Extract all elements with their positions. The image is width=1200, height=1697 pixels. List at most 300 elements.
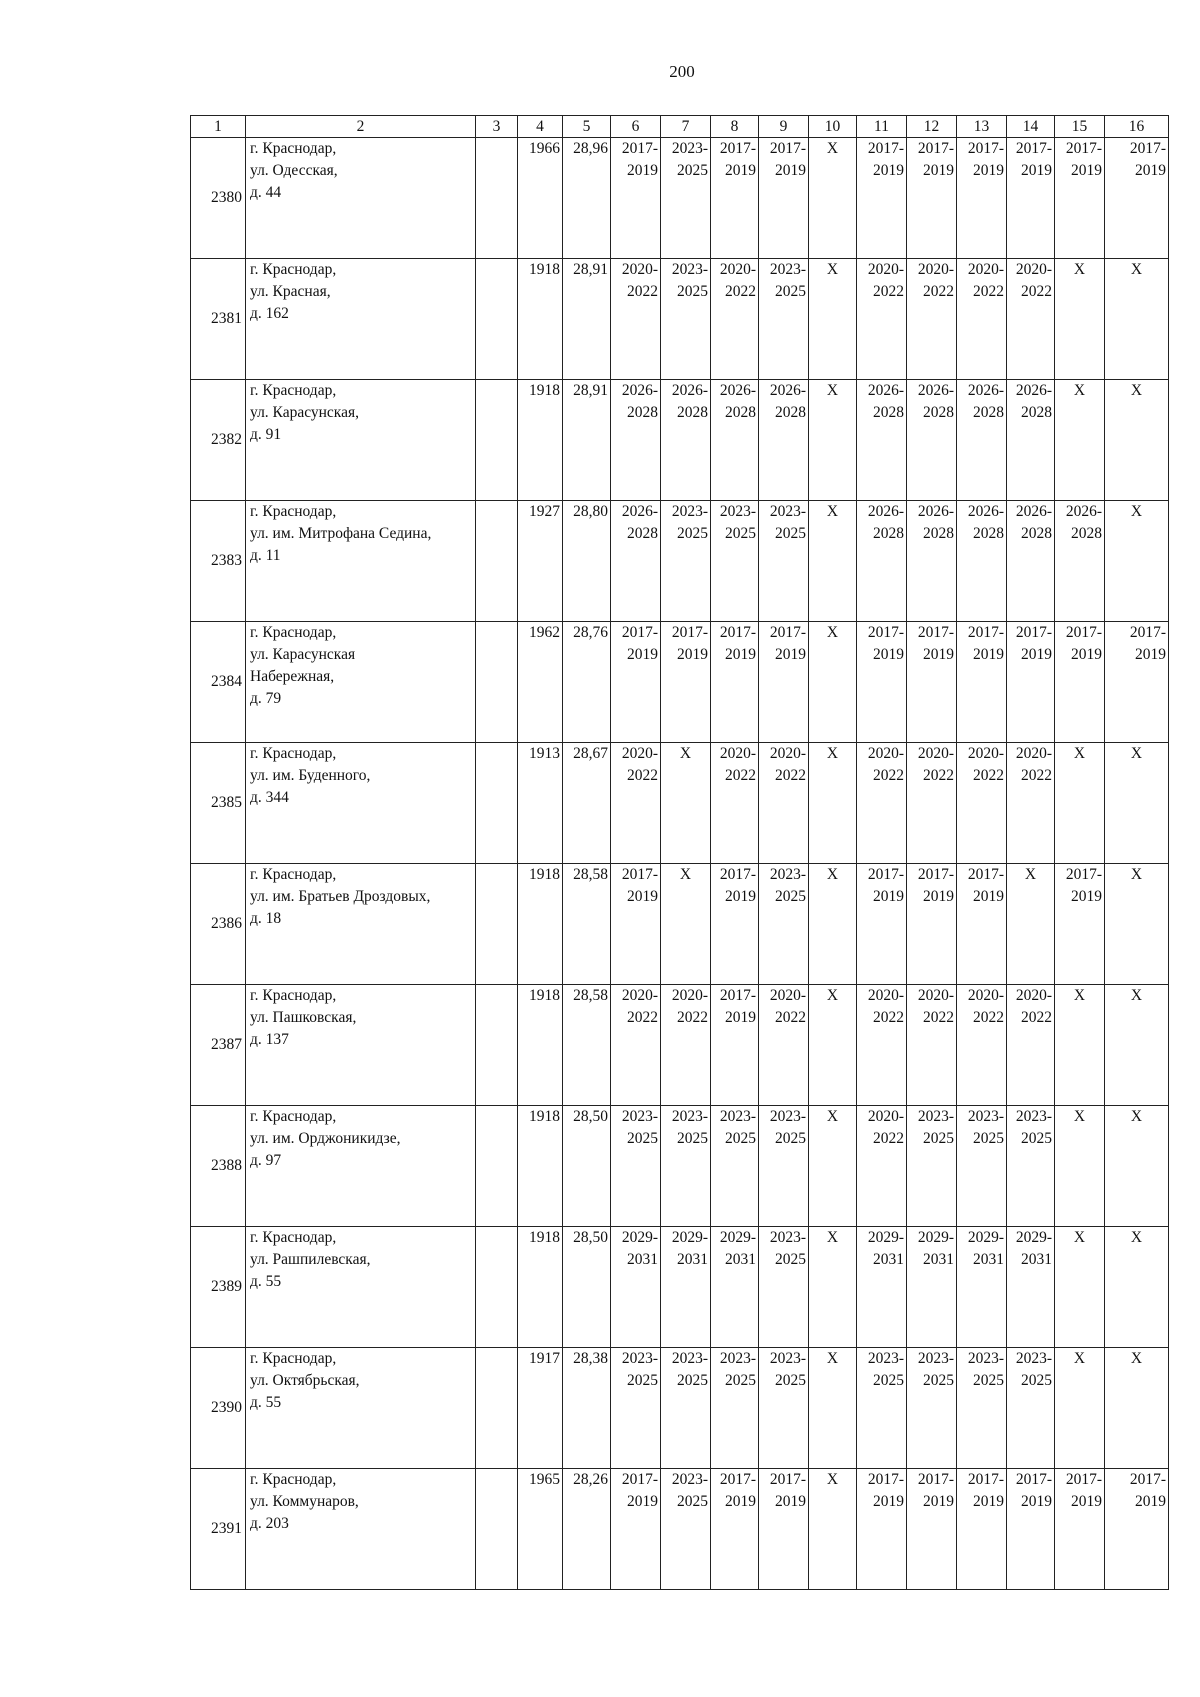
period-cell: X (809, 743, 857, 864)
address-line: ул. им. Братьев Дроздовых, (250, 888, 431, 905)
period-value: 2026- 2028 (1065, 503, 1102, 542)
period-cell (957, 864, 1007, 985)
period-cell: X (1105, 259, 1169, 380)
row-number-cell: 2382 (191, 380, 246, 501)
period-cell (661, 622, 711, 743)
period-cell (857, 259, 907, 380)
year-cell: 1918 (518, 259, 563, 380)
period-value: 2020- 2022 (769, 745, 806, 784)
period-cell (611, 985, 661, 1106)
period-cell (1055, 138, 1105, 259)
period-value: 2017- 2019 (621, 1471, 658, 1510)
empty-cell (476, 380, 518, 501)
period-cell (711, 1469, 759, 1590)
row-number-cell: 2391 (191, 1469, 246, 1590)
address-line: д. 11 (250, 547, 281, 564)
period-value: 2017- 2019 (769, 1471, 806, 1510)
period-cell (1007, 743, 1055, 864)
period-cell: X (809, 1106, 857, 1227)
period-value: 2020- 2022 (967, 745, 1004, 784)
period-cell (661, 1469, 711, 1590)
period-value: 2020- 2022 (621, 745, 658, 784)
period-cell: X (1055, 1227, 1105, 1348)
period-cell (759, 1469, 809, 1590)
row-number-cell: 2388 (191, 1106, 246, 1227)
period-value: 2020- 2022 (621, 261, 658, 300)
period-value: 2026- 2028 (867, 382, 904, 421)
period-value: 2020- 2022 (867, 745, 904, 784)
period-cell (711, 138, 759, 259)
period-value: 2017- 2019 (1065, 140, 1102, 179)
period-cell (957, 1227, 1007, 1348)
period-cell: X (809, 138, 857, 259)
period-cell (957, 138, 1007, 259)
address-line: д. 162 (250, 305, 289, 322)
period-cell: X (1105, 501, 1169, 622)
period-cell (1055, 622, 1105, 743)
table-row (191, 1469, 1169, 1590)
period-cell (957, 1469, 1007, 1590)
period-value: 2023- 2025 (671, 1471, 708, 1510)
period-value: 2026- 2028 (1015, 503, 1052, 542)
period-value: 2020- 2022 (1015, 987, 1052, 1026)
address-line: г. Краснодар, (250, 866, 337, 883)
value-cell: 28,58 (563, 985, 611, 1106)
period-value: 2023- 2025 (917, 1350, 954, 1389)
address-line: ул. Карасунская, (250, 404, 359, 421)
period-cell (711, 1348, 759, 1469)
period-cell: X (661, 864, 711, 985)
period-cell (857, 501, 907, 622)
period-cell (711, 985, 759, 1106)
period-value: 2023- 2025 (967, 1350, 1004, 1389)
period-cell (1055, 1469, 1105, 1590)
row-number-cell: 2380 (191, 138, 246, 259)
period-value: 2023- 2025 (671, 1108, 708, 1147)
empty-cell (476, 1469, 518, 1590)
address-cell (246, 259, 476, 380)
period-value: 2017- 2019 (621, 866, 658, 905)
period-cell (907, 864, 957, 985)
value-cell: 28,26 (563, 1469, 611, 1590)
address-line: г. Краснодар, (250, 503, 337, 520)
period-cell (907, 138, 957, 259)
period-value: 2017- 2019 (1015, 1471, 1052, 1510)
period-value: 2020- 2022 (867, 1108, 904, 1147)
address-cell (246, 743, 476, 864)
period-cell (857, 864, 907, 985)
empty-cell (476, 1106, 518, 1227)
period-cell (857, 1106, 907, 1227)
period-cell (711, 1227, 759, 1348)
period-value: 2017- 2019 (967, 624, 1004, 663)
period-value: 2023- 2025 (671, 261, 708, 300)
period-cell: X (1055, 985, 1105, 1106)
period-value: 2023- 2025 (671, 503, 708, 542)
row-number-cell: 2386 (191, 864, 246, 985)
period-value: 2023- 2025 (621, 1350, 658, 1389)
period-value: 2029- 2031 (1015, 1229, 1052, 1268)
period-cell (1007, 622, 1055, 743)
period-cell: X (1007, 864, 1055, 985)
period-value: 2020- 2022 (719, 745, 756, 784)
year-cell: 1927 (518, 501, 563, 622)
period-cell (857, 1348, 907, 1469)
empty-cell (476, 864, 518, 985)
table-row (191, 1106, 1169, 1227)
period-cell (957, 1348, 1007, 1469)
value-cell: 28,67 (563, 743, 611, 864)
period-cell: X (1105, 743, 1169, 864)
period-value: 2017- 2019 (1129, 140, 1166, 179)
address-line: д. 55 (250, 1394, 282, 1411)
period-value: 2023- 2025 (671, 140, 708, 179)
row-number-cell: 2389 (191, 1227, 246, 1348)
period-value: 2023- 2025 (917, 1108, 954, 1147)
period-value: 2017- 2019 (1065, 624, 1102, 663)
period-cell: X (809, 259, 857, 380)
address-line: ул. им. Митрофана Седина, (250, 525, 432, 542)
period-cell (611, 501, 661, 622)
address-line: д. 91 (250, 426, 282, 443)
period-cell (1105, 138, 1169, 259)
period-value: 2020- 2022 (1015, 745, 1052, 784)
period-cell: X (809, 1227, 857, 1348)
period-cell (957, 743, 1007, 864)
period-cell (711, 380, 759, 501)
empty-cell (476, 501, 518, 622)
period-value: 2029- 2031 (867, 1229, 904, 1268)
address-line: Набережная, (250, 668, 335, 685)
period-value: 2020- 2022 (621, 987, 658, 1026)
row-number-cell: 2385 (191, 743, 246, 864)
period-cell (759, 743, 809, 864)
period-value: 2017- 2019 (917, 1471, 954, 1510)
period-cell: X (809, 985, 857, 1106)
period-cell (1007, 138, 1055, 259)
address-line: ул. Коммунаров, (250, 1493, 359, 1510)
period-value: 2020- 2022 (917, 261, 954, 300)
period-cell (759, 501, 809, 622)
period-cell (759, 622, 809, 743)
period-cell (907, 501, 957, 622)
period-value: 2023- 2025 (1015, 1108, 1052, 1147)
table-row (191, 380, 1169, 501)
period-cell (611, 1469, 661, 1590)
table-row (191, 622, 1169, 743)
column-header: 3 (476, 116, 518, 138)
year-cell: 1965 (518, 1469, 563, 1590)
period-value: 2017- 2019 (1065, 1471, 1102, 1510)
period-value: 2026- 2028 (917, 503, 954, 542)
table-row (191, 259, 1169, 380)
column-header: 13 (957, 116, 1007, 138)
period-value: 2023- 2025 (769, 261, 806, 300)
period-cell (1007, 380, 1055, 501)
period-cell (661, 1106, 711, 1227)
period-cell (857, 138, 907, 259)
period-cell (907, 1106, 957, 1227)
period-value: 2017- 2019 (719, 624, 756, 663)
period-value: 2017- 2019 (719, 140, 756, 179)
period-cell: X (809, 1469, 857, 1590)
period-cell: X (1105, 1227, 1169, 1348)
period-value: 2017- 2019 (917, 140, 954, 179)
period-cell (611, 743, 661, 864)
period-value: 2023- 2025 (719, 1108, 756, 1147)
period-value: 2029- 2031 (719, 1229, 756, 1268)
period-cell (611, 1227, 661, 1348)
housing-register-table (190, 115, 1169, 1590)
period-cell (611, 864, 661, 985)
address-line: г. Краснодар, (250, 1229, 337, 1246)
address-cell (246, 138, 476, 259)
address-line: г. Краснодар, (250, 1471, 337, 1488)
year-cell: 1962 (518, 622, 563, 743)
period-value: 2029- 2031 (621, 1229, 658, 1268)
period-cell (857, 1469, 907, 1590)
period-cell (1007, 1227, 1055, 1348)
period-cell (1007, 259, 1055, 380)
table-row (191, 501, 1169, 622)
period-value: 2017- 2019 (671, 624, 708, 663)
period-value: 2017- 2019 (867, 866, 904, 905)
period-value: 2020- 2022 (967, 987, 1004, 1026)
period-cell (1105, 1469, 1169, 1590)
period-cell: X (809, 501, 857, 622)
period-cell: X (1105, 1106, 1169, 1227)
period-value: 2020- 2022 (1015, 261, 1052, 300)
period-cell (907, 380, 957, 501)
column-header: 6 (611, 116, 661, 138)
period-cell (1007, 1106, 1055, 1227)
period-cell (957, 259, 1007, 380)
period-cell (907, 259, 957, 380)
period-value: 2023- 2025 (719, 503, 756, 542)
period-cell (759, 864, 809, 985)
value-cell: 28,38 (563, 1348, 611, 1469)
row-number-cell: 2390 (191, 1348, 246, 1469)
value-cell: 28,91 (563, 259, 611, 380)
address-line: ул. им. Буденного, (250, 767, 371, 784)
period-value: 2017- 2019 (769, 624, 806, 663)
empty-cell (476, 985, 518, 1106)
period-value: 2023- 2025 (769, 866, 806, 905)
period-value: 2017- 2019 (967, 1471, 1004, 1510)
empty-cell (476, 1227, 518, 1348)
column-header: 14 (1007, 116, 1055, 138)
period-cell (711, 501, 759, 622)
period-cell (857, 622, 907, 743)
column-header: 10 (809, 116, 857, 138)
period-cell (611, 138, 661, 259)
period-cell (759, 380, 809, 501)
column-header: 12 (907, 116, 957, 138)
table-body (191, 116, 1169, 1590)
year-cell: 1918 (518, 380, 563, 501)
year-cell: 1918 (518, 1227, 563, 1348)
row-number-cell: 2384 (191, 622, 246, 743)
period-cell (1007, 1348, 1055, 1469)
period-value: 2023- 2025 (671, 1350, 708, 1389)
address-line: г. Краснодар, (250, 382, 337, 399)
table-row (191, 743, 1169, 864)
period-value: 2026- 2028 (621, 382, 658, 421)
period-value: 2023- 2025 (769, 1350, 806, 1389)
column-header: 7 (661, 116, 711, 138)
value-cell: 28,96 (563, 138, 611, 259)
period-value: 2026- 2028 (621, 503, 658, 542)
period-value: 2017- 2019 (621, 624, 658, 663)
period-cell (611, 1106, 661, 1227)
address-line: г. Краснодар, (250, 987, 337, 1004)
period-value: 2017- 2019 (967, 866, 1004, 905)
column-header: 11 (857, 116, 907, 138)
period-value: 2026- 2028 (967, 503, 1004, 542)
period-cell (759, 1106, 809, 1227)
address-line: д. 44 (250, 184, 282, 201)
value-cell: 28,80 (563, 501, 611, 622)
period-cell (907, 1227, 957, 1348)
period-value: 2017- 2019 (1129, 1471, 1166, 1510)
period-value: 2020- 2022 (917, 745, 954, 784)
period-cell: X (809, 864, 857, 985)
period-value: 2023- 2025 (867, 1350, 904, 1389)
address-line: ул. Одесская, (250, 162, 338, 179)
column-header: 1 (191, 116, 246, 138)
period-value: 2023- 2025 (1015, 1350, 1052, 1389)
address-line: ул. Красная, (250, 283, 331, 300)
period-cell: X (1055, 743, 1105, 864)
period-cell: X (1055, 380, 1105, 501)
year-cell: 1917 (518, 1348, 563, 1469)
address-line: г. Краснодар, (250, 745, 337, 762)
period-cell (957, 1106, 1007, 1227)
period-cell (957, 985, 1007, 1106)
period-cell (907, 743, 957, 864)
period-cell: X (1055, 1348, 1105, 1469)
address-line: г. Краснодар, (250, 261, 337, 278)
year-cell: 1918 (518, 985, 563, 1106)
period-value: 2020- 2022 (917, 987, 954, 1026)
row-number-cell: 2383 (191, 501, 246, 622)
period-cell (711, 1106, 759, 1227)
address-cell (246, 1227, 476, 1348)
period-cell (1007, 501, 1055, 622)
period-cell (661, 1227, 711, 1348)
empty-cell (476, 1348, 518, 1469)
period-cell (907, 1469, 957, 1590)
period-value: 2023- 2025 (621, 1108, 658, 1147)
period-cell (711, 259, 759, 380)
empty-cell (476, 622, 518, 743)
address-line: д. 344 (250, 789, 289, 806)
address-cell (246, 864, 476, 985)
period-cell (611, 622, 661, 743)
period-cell (759, 1348, 809, 1469)
period-cell (857, 985, 907, 1106)
period-cell: X (809, 622, 857, 743)
column-header: 8 (711, 116, 759, 138)
year-cell: 1918 (518, 864, 563, 985)
value-cell: 28,76 (563, 622, 611, 743)
period-value: 2017- 2019 (719, 987, 756, 1026)
period-value: 2017- 2019 (1129, 624, 1166, 663)
period-cell (661, 985, 711, 1106)
period-cell (857, 1227, 907, 1348)
period-cell (1055, 501, 1105, 622)
row-number-cell: 2387 (191, 985, 246, 1106)
period-value: 2017- 2019 (867, 1471, 904, 1510)
period-value: 2023- 2025 (769, 1108, 806, 1147)
column-header: 16 (1105, 116, 1169, 138)
page-number: 200 (669, 62, 695, 81)
address-line: д. 55 (250, 1273, 282, 1290)
period-value: 2017- 2019 (1015, 624, 1052, 663)
period-value: 2020- 2022 (719, 261, 756, 300)
period-value: 2017- 2019 (621, 140, 658, 179)
period-value: 2023- 2025 (769, 1229, 806, 1268)
period-cell (907, 1348, 957, 1469)
address-line: д. 97 (250, 1152, 282, 1169)
address-cell (246, 985, 476, 1106)
empty-cell (476, 138, 518, 259)
period-cell (661, 1348, 711, 1469)
period-cell (661, 380, 711, 501)
period-cell (1007, 1469, 1055, 1590)
column-number-row (191, 116, 1169, 138)
column-header: 15 (1055, 116, 1105, 138)
period-value: 2020- 2022 (671, 987, 708, 1026)
address-line: д. 203 (250, 1515, 289, 1532)
period-cell (611, 380, 661, 501)
period-cell (711, 743, 759, 864)
empty-cell (476, 259, 518, 380)
period-cell: X (1055, 259, 1105, 380)
period-cell (957, 622, 1007, 743)
period-value: 2026- 2028 (671, 382, 708, 421)
period-value: 2026- 2028 (769, 382, 806, 421)
period-value: 2017- 2019 (967, 140, 1004, 179)
value-cell: 28,50 (563, 1106, 611, 1227)
column-header: 5 (563, 116, 611, 138)
year-cell: 1913 (518, 743, 563, 864)
address-line: ул. Рашпилевская, (250, 1251, 371, 1268)
period-value: 2017- 2019 (719, 1471, 756, 1510)
period-cell (857, 380, 907, 501)
period-cell: X (809, 380, 857, 501)
address-cell (246, 1106, 476, 1227)
address-line: д. 137 (250, 1031, 289, 1048)
address-cell (246, 380, 476, 501)
address-line: ул. им. Орджоникидзе, (250, 1130, 401, 1147)
period-cell: X (1105, 985, 1169, 1106)
period-cell (759, 259, 809, 380)
period-cell (759, 985, 809, 1106)
period-cell (957, 501, 1007, 622)
period-value: 2023- 2025 (719, 1350, 756, 1389)
row-number-cell: 2381 (191, 259, 246, 380)
address-cell (246, 1469, 476, 1590)
address-line: ул. Пашковская, (250, 1009, 357, 1026)
period-value: 2020- 2022 (867, 261, 904, 300)
period-value: 2017- 2019 (867, 624, 904, 663)
period-cell (711, 622, 759, 743)
address-cell (246, 1348, 476, 1469)
period-cell (711, 864, 759, 985)
year-cell: 1966 (518, 138, 563, 259)
value-cell: 28,50 (563, 1227, 611, 1348)
